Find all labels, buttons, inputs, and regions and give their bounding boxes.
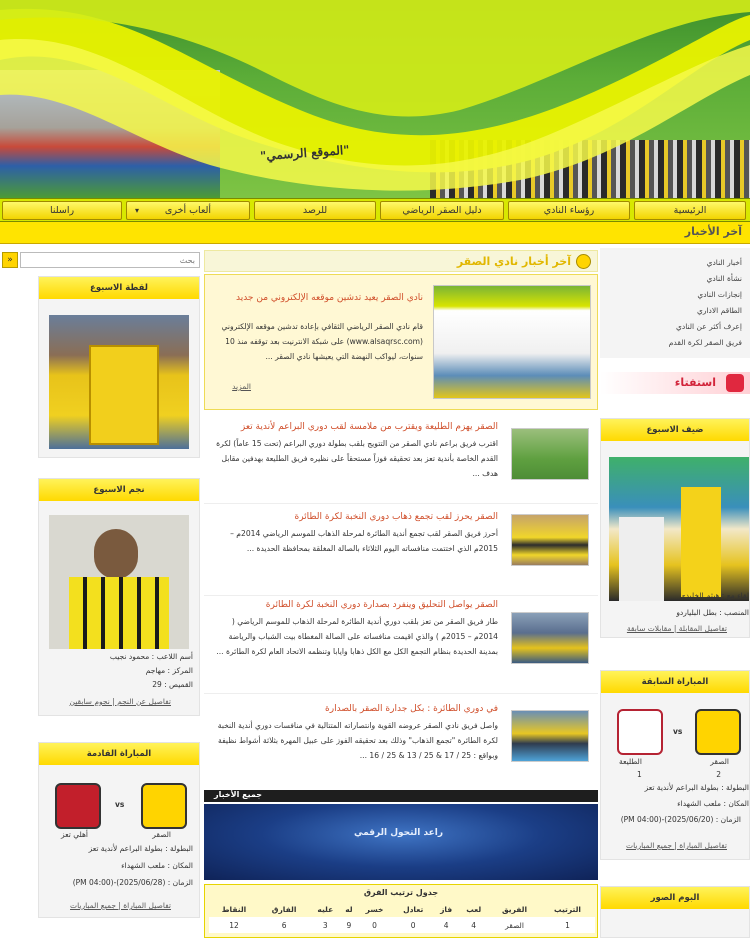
- photo-album-title: البوم الصور: [601, 887, 749, 909]
- menu-club-news[interactable]: أخبار النادي: [706, 258, 742, 267]
- col-for: له: [345, 904, 353, 914]
- menu-club-achievements[interactable]: إنجازات النادي: [697, 290, 742, 299]
- article-image[interactable]: [511, 428, 589, 480]
- next-match-team2: أهلي تعز: [61, 830, 89, 839]
- cell-draw: 0: [410, 920, 416, 930]
- prev-match-box: [600, 670, 750, 860]
- menu-learn-more[interactable]: إعرف أكثر عن النادي: [676, 322, 742, 331]
- guest-role: المنصب : بطل البلياردو: [676, 608, 749, 617]
- next-match-vs: vs: [115, 800, 125, 809]
- site-header: [0, 0, 750, 198]
- photo-week-image[interactable]: [49, 315, 189, 449]
- menu-admin-staff[interactable]: الطاقم الاداري: [696, 306, 742, 315]
- col-diff: الفارق: [271, 904, 297, 914]
- article-title[interactable]: في دوري الطائرة : بكل جدارة الصقر بالصدارة: [325, 704, 498, 714]
- cell-won: 4: [443, 920, 449, 930]
- guest-photo[interactable]: [609, 457, 749, 601]
- menu-football-team[interactable]: فريق الصقر لكرة القدم: [668, 338, 742, 347]
- home-team-logo: [141, 783, 187, 829]
- featured-more[interactable]: المزيد: [232, 382, 251, 391]
- nav-home[interactable]: الرئيسية: [634, 201, 746, 220]
- chevron-down-icon: ▾: [135, 206, 140, 215]
- cell-points: 12: [229, 920, 239, 930]
- cell-lost: 0: [372, 920, 377, 930]
- article-item: [204, 414, 598, 504]
- home-team-logo: [695, 709, 741, 755]
- standings-title: جدول ترتيب الفرق: [363, 888, 439, 897]
- guest-links[interactable]: تفاصيل المقابلة | مقابلات سابقة: [626, 624, 727, 633]
- standings-table: [209, 901, 595, 933]
- all-news-label[interactable]: جميع الأخبار: [214, 790, 262, 799]
- star-name: أسم اللاعب : محمود نجيب: [109, 652, 193, 661]
- featured-title[interactable]: نادي الصقر يعيد تدشين موقعه الإلكتروني من جديد: [235, 293, 423, 303]
- article-body: واصل فريق نادي الصقر عروضه القوية وانتصاراته المتتالية في منافسات دوري أندية النخبة لكرة الطائرة "تجمع الذهاب" وذلك بعد تحقيقه الفوز على عبيل المهرة بثلاثة أشواط نظيفة وبواقع : 25 / 17 & 25 / 13 & 25 / 16 ...: [217, 721, 498, 760]
- next-match-title: المباراة القادمة: [39, 743, 199, 765]
- nav-other-games[interactable]: [126, 201, 250, 220]
- article-title[interactable]: الصقر يهزم الطليعة ويقترب من ملامسة لقب دوري البراعم لأندية تعز: [240, 422, 498, 432]
- featured-image[interactable]: [433, 285, 591, 399]
- search-input[interactable]: [20, 252, 200, 268]
- article-image[interactable]: [511, 514, 589, 566]
- prev-match-league: البطولة : بطولة البراعم لأندية تعز: [644, 783, 749, 792]
- cell-for: 9: [346, 920, 352, 930]
- photo-week-box: [38, 276, 200, 458]
- star-shirt: القميص : 29: [152, 680, 193, 689]
- featured-article: [204, 274, 598, 410]
- prev-match-vs: vs: [673, 727, 683, 736]
- article-image[interactable]: [511, 710, 589, 762]
- article-title[interactable]: الصقر يواصل التحليق وينفرد بصدارة دوري النخبة لكرة الطائرة: [265, 600, 498, 610]
- main-nav: [0, 198, 750, 222]
- next-match-links[interactable]: تفاصيل المباراة | جميع المباريات: [70, 901, 171, 910]
- nav-contact[interactable]: راسلنا: [2, 201, 122, 220]
- prev-match-team1: الصقر: [710, 757, 729, 766]
- news-section-header: [204, 250, 598, 272]
- col-draw: تعادل: [403, 904, 424, 914]
- poll-banner[interactable]: [600, 372, 750, 394]
- guest-week-box: [600, 418, 750, 638]
- next-match-team1: الصقر: [152, 830, 171, 839]
- table-row: [209, 917, 595, 933]
- star-week-title: نجم الاسبوع: [39, 479, 199, 501]
- article-item: [204, 696, 598, 790]
- star-week-box: [38, 478, 200, 716]
- article-body: اقترب فريق براعم نادي الصقر من التتويج بلقب بطولة دوري البراعم (تحت 15 عاماً) لكرة القدم الخاصة بأندية تعز بعد تحقيقه فوزاً مستحقاً على نظيره فريق الطليعة بهدفين مقابل هدف ...: [216, 439, 498, 478]
- ticker-label: آخر الأخبار: [684, 225, 742, 238]
- nav-monitor[interactable]: للرصد: [254, 201, 376, 220]
- guest-meeting: لقاء مع : هيثم الخليدي: [679, 591, 749, 600]
- article-image[interactable]: [511, 612, 589, 664]
- menu-club-founding[interactable]: نشأة النادي: [706, 274, 742, 283]
- star-links[interactable]: تفاصيل عن النجم | نجوم سابقين: [69, 697, 171, 706]
- col-won: فاز: [440, 904, 453, 914]
- cell-diff: 6: [281, 920, 287, 930]
- photo-album-box: [600, 886, 750, 938]
- nav-guide[interactable]: دليل الصقر الرياضي: [380, 201, 504, 220]
- away-team-logo: [617, 709, 663, 755]
- next-match-venue: المكان : ملعب الشهداء: [121, 861, 193, 870]
- article-list: [204, 414, 598, 790]
- search-bar: [2, 252, 200, 268]
- article-item: [204, 506, 598, 596]
- promo-banner[interactable]: [204, 804, 598, 880]
- col-rank: الترتيب: [554, 904, 581, 914]
- col-lost: خسر: [365, 904, 384, 914]
- poll-label: استفتاء: [674, 376, 716, 389]
- prev-match-links[interactable]: تفاصيل المباراة | جميع المباريات: [626, 841, 727, 850]
- article-item: [204, 594, 598, 694]
- prev-match-time: الزمان : (2025/06/20)-(04:00 PM): [620, 815, 741, 824]
- away-team-logo: [55, 783, 101, 829]
- star-player-photo[interactable]: [49, 515, 189, 649]
- prev-match-score1: 2: [716, 770, 721, 779]
- promo-banner-text: راعد التحول الرقمي: [354, 828, 444, 838]
- star-position: المركز : مهاجم: [145, 666, 193, 675]
- col-against: عليه: [317, 904, 334, 914]
- prev-match-venue: المكان : ملعب الشهداء: [677, 799, 749, 808]
- cell-team[interactable]: الصقر: [505, 920, 524, 930]
- article-body: أحرز فريق الصقر لقب تجمع أندية الطائرة لمرحلة الذهاب للموسم الرياضي 2014م – 2015م الذي اختتمت منافساته اليوم الثلاثاء بالصالة المغلقة بمحافظة الحديدة ...: [230, 529, 498, 553]
- search-go-button[interactable]: »: [2, 252, 18, 268]
- prev-match-title: المباراة السابقة: [601, 671, 749, 693]
- guest-week-title: ضيف الاسبوع: [601, 419, 749, 441]
- featured-body: قام نادي الصقر الرياضي الثقافي بإعادة تدشين موقعه الإلكتروني (www.alsaqrsc.com) على شبكة الانترنيت بعد توقفه منذ 10 سنوات، ليواكب النهضة التي يعيشها نادي الصقر ...: [221, 322, 423, 361]
- article-body: طار فريق الصقر من تعز بلقب دوري أندية الطائرة لمرحلة الذهاب للموسم الرياضي ( 2014م – 2015م ) والذي اقيمت منافساته على الصالة المغطاة بيت الشباب والرياضة بمدينة الحديدة بنظام التجمع الكل مع الكل ذهابا وايابا وتنظمه الاتحاد العام لكرة الطائرة ...: [216, 617, 498, 656]
- news-ticker: [0, 222, 750, 244]
- nav-other-games-label: ألعاب أخرى: [164, 205, 212, 216]
- news-section-title: آخر أخبار نادي الصقر: [456, 255, 571, 268]
- prev-match-score2: 1: [637, 770, 642, 779]
- next-match-time: الزمان : (2025/06/28)-(04:00 PM): [72, 878, 193, 887]
- standings-box: [204, 884, 598, 938]
- col-played: لعب: [466, 904, 482, 914]
- cell-against: 3: [322, 920, 328, 930]
- col-team: الفريق: [502, 904, 528, 914]
- nav-presidents[interactable]: رؤساء النادي: [508, 201, 630, 220]
- photo-week-title: لقطة الاسبوع: [39, 277, 199, 299]
- standings-header-row: [209, 901, 595, 917]
- next-match-league: البطولة : بطولة البراعم لأندية تعز: [88, 844, 193, 853]
- right-menu: [600, 248, 750, 358]
- cell-played: 4: [471, 920, 477, 930]
- header-tagline: "الموقع الرسمي": [259, 142, 350, 164]
- prev-match-team2: الطليعة: [619, 757, 642, 766]
- cell-rank: 1: [565, 920, 570, 930]
- ball-icon: [576, 254, 591, 269]
- article-title[interactable]: الصقر يحرز لقب تجمع ذهاب دوري النخبة لكرة الطائرة: [294, 512, 498, 522]
- col-points: النقاط: [221, 904, 247, 914]
- next-match-box: [38, 742, 200, 918]
- all-news-bar: [204, 790, 598, 802]
- header-banner-swoosh: [0, 0, 750, 198]
- poll-icon: [726, 374, 744, 392]
